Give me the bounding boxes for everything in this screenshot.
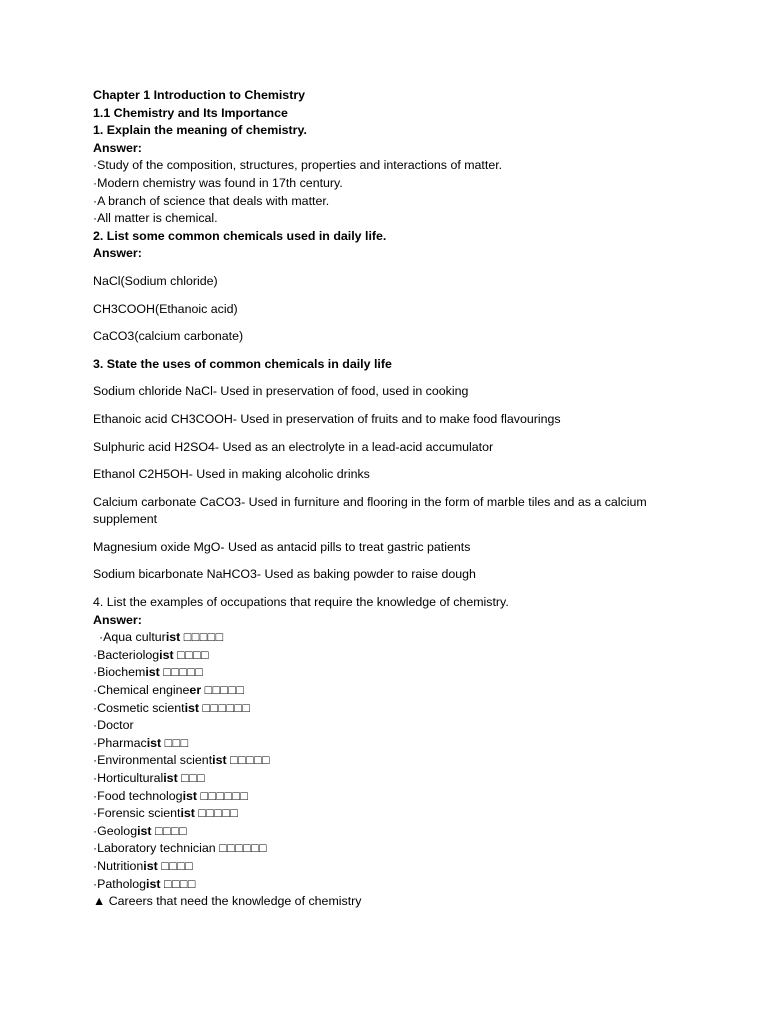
- occupation-item: ·Cosmetic scientist □□□□□□: [93, 700, 251, 715]
- figure-caption: ▲ Careers that need the knowledge of chemistry: [93, 894, 362, 909]
- q1-point: ·Modern chemistry was found in 17th century.: [93, 175, 343, 190]
- q3-use: Sodium bicarbonate NaHCO3- Used as baking powder to raise dough: [93, 567, 476, 582]
- occupation-item: ·Laboratory technician □□□□□□: [93, 841, 267, 856]
- q3-use: Sodium chloride NaCl- Used in preservation of food, used in cooking: [93, 384, 469, 399]
- occupation-item: ·Geologist □□□□: [93, 823, 187, 838]
- occupation-item: ·Pathologist □□□□: [93, 876, 196, 891]
- question-2: 2. List some common chemicals used in daily life.: [93, 228, 387, 243]
- question-4: 4. List the examples of occupations that require the knowledge of chemistry.: [93, 595, 509, 610]
- q2-item: CaCO3(calcium carbonate): [93, 329, 244, 344]
- q3-use: Magnesium oxide MgO- Used as antacid pills to treat gastric patients: [93, 539, 471, 554]
- q3-use: Ethanoic acid CH3COOH- Used in preservation of fruits and to make food flavourings: [93, 411, 561, 426]
- q1-point: ·A branch of science that deals with matter.: [93, 193, 330, 208]
- q3-use: Sulphuric acid H2SO4- Used as an electrolyte in a lead-acid accumulator: [93, 439, 494, 454]
- occupation-item: ·Food technologist □□□□□□: [93, 788, 249, 803]
- q2-item: CH3COOH(Ethanoic acid): [93, 301, 238, 316]
- occupation-item: ·Bacteriologist □□□□: [93, 647, 209, 662]
- occupation-item: ·Biochemist □□□□□: [93, 665, 204, 680]
- occupation-item: ·Doctor: [93, 718, 134, 733]
- q3-use: Ethanol C2H5OH- Used in making alcoholic drinks: [93, 467, 370, 482]
- question-3: 3. State the uses of common chemicals in daily life: [93, 356, 392, 371]
- chapter-title: Chapter 1 Introduction to Chemistry: [93, 88, 306, 102]
- occupation-item: ·Nutritionist □□□□: [93, 858, 194, 873]
- occupation-item: ·Horticulturalist □□□: [93, 771, 206, 785]
- answer-label-2: Answer:: [93, 246, 142, 261]
- section-title: 1.1 Chemistry and Its Importance: [93, 105, 288, 120]
- answer-label-4: Answer:: [93, 612, 142, 627]
- occupation-item: ·Chemical engineer □□□□□: [93, 683, 245, 698]
- answer-label-1: Answer:: [93, 140, 142, 155]
- occupation-item: ·Forensic scientist □□□□□: [93, 806, 239, 821]
- occupation-item: ·Environmental scientist □□□□□: [93, 753, 270, 768]
- occupation-item: ·Pharmacist □□□: [93, 735, 189, 750]
- q1-point: ·Study of the composition, structures, properties and interactions of matter.: [93, 158, 503, 173]
- occupation-item: ·Aqua culturist □□□□□: [99, 630, 224, 645]
- q2-item: NaCl(Sodium chloride): [93, 273, 218, 288]
- q1-point: ·All matter is chemical.: [93, 211, 218, 226]
- question-1: 1. Explain the meaning of chemistry.: [93, 123, 307, 138]
- q3-use: Calcium carbonate CaCO3- Used in furniture and flooring in the form of marble tiles and as a calcium supplement: [93, 494, 647, 527]
- document-body: [93, 87, 693, 911]
